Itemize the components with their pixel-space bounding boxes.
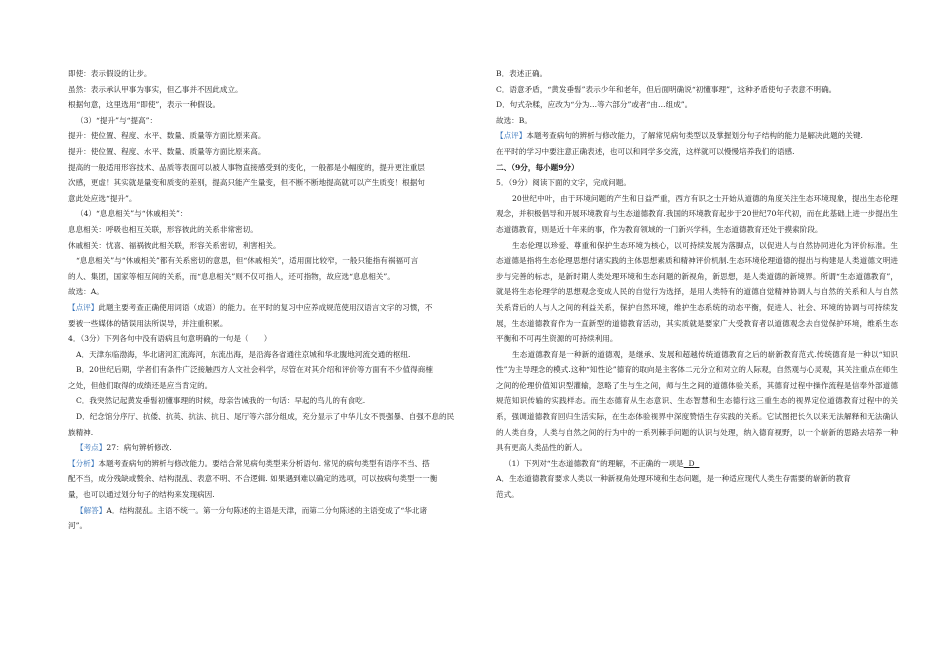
text-line-l19 bbox=[68, 347, 468, 363]
text-line-r6 bbox=[496, 144, 898, 160]
text-line-l26 bbox=[68, 456, 468, 472]
text-line-r2 bbox=[496, 82, 898, 98]
text-line-l18 bbox=[68, 331, 468, 347]
text-content: 量，也可以通过划分句子的结构来发现病因. bbox=[68, 490, 215, 500]
text-line-l24 bbox=[68, 425, 468, 441]
text-line-l25 bbox=[68, 440, 468, 456]
text-line-l1 bbox=[68, 66, 468, 82]
text-content: 族精神. bbox=[68, 427, 94, 437]
text-content: 此题主要考查正确使用词语（成语）的能力。在平时的复习中应养成规范使用汉语言文字的习惯，不 bbox=[98, 302, 433, 312]
text-content: 虽然：表示承认甲事为事实，但乙事并不因此成立。 bbox=[68, 84, 243, 94]
text-line-l2 bbox=[68, 82, 468, 98]
text-content: D．纪念馆分序厅、抗倭、抗英、抗法、抗日、尾厅等六部分组成，充分显示了中华儿女不畏强暴、自强不息的民 bbox=[76, 412, 455, 422]
text-content: A．结构混乱。主语不统一。第一分句陈述的主语是天津，而第二分句陈述的主语变成了“华北诸 bbox=[106, 505, 428, 515]
right-column bbox=[496, 66, 898, 503]
text-line-l21 bbox=[68, 378, 468, 394]
text-content: 要被一些媒体的错误用法所误导，并注重积累。 bbox=[68, 318, 228, 328]
passage-paragraph-2: 生态伦理以珍爱、尊重和保护生态环境为核心，以可持续发展为落脚点，以促进人与自然协同进化为评价标准。生态道德是指将生态伦理思想付诸实践的主体思想素质和精神评价机制.生态环境伦理道德的提出与构建是人类道德文明进步与完善的标志，是新时期人类处理环境和生态问题的新视角，新思想，是人类道德的新境界。所谓“生态道德教育”，就是将生态伦理学的思想观念变成人民的自觉行为选择，是用人类特有的道德自觉精神协调人与自然的关系和人与自然关系背后的人与人之间的利益关系，保护自然环境，维护生态系统的动态平衡，促进人、社会、环境的协调与可持续发展，生态道德教育作为一直新型的道德教育活动，其实质就是要家广大受教育者以道德观念去自觉保护环境，维系生态平衡和不可再生资源的可持续利用。 bbox=[496, 240, 898, 344]
text-line-l27 bbox=[68, 471, 468, 487]
annotation-tag: 【分析】 bbox=[68, 458, 99, 468]
text-line-l5 bbox=[68, 128, 468, 144]
annotation-tag: 【考点】 bbox=[76, 443, 107, 453]
text-content: 提升：使位置、程度、水平、数量、质量等方面比原来高。 bbox=[68, 131, 266, 141]
question-1-answer-blank bbox=[684, 459, 700, 468]
text-line-l14 bbox=[68, 269, 468, 285]
text-content: 即使：表示假设的让步。 bbox=[68, 69, 152, 78]
text-line-r5 bbox=[496, 128, 898, 144]
text-content: 故选：A。 bbox=[68, 287, 104, 297]
text-content: C．我突然记起黄发垂髫初懂事理的时候，母亲告诫我的一句话：早起的鸟儿的有食吃. bbox=[76, 396, 366, 406]
text-line-l16 bbox=[68, 300, 468, 316]
text-line-l13 bbox=[68, 253, 468, 269]
question-1-option-a-cont: 范式。 bbox=[496, 490, 519, 500]
text-content: 河”。 bbox=[68, 521, 88, 531]
text-line-r8 bbox=[496, 175, 898, 191]
text-line-l9 bbox=[68, 191, 468, 207]
text-line-l4 bbox=[68, 113, 468, 129]
passage-paragraph-3: 生态道德教育是一种新的道德观，是继承、发展和超越传统道德教育之后的崭新教育范式.传统德育是一种以“知识性”为主导理念的模式.这种“知性论”德育的取向是主客体二元分立和对立的人际观，自然观与心灵观，其关注重点在师生之间的伦理价值知识型灌输，忽略了生与生之间，师与生之间的道德体验关系，其德育过程中操作流程是信奉外部道德规范知识传输的实践样态。而生态德育从生态意识、生态智慧和生态德行这三重生态的视界定位道德教育过程中的关系，强调道德教育回归生活实际，在生态体验视界中深度赞悟生存实践的关系。它试图把长久以来无法解释和无法确认的人类自身，人类与自然之间的行为中的一系列棘手问题的认识与处理，纳入德育视野，以一个崭新的思路去培养一种具有更高人类品性的新人。 bbox=[496, 349, 898, 453]
annotation-tag: 【点评】 bbox=[496, 131, 527, 141]
text-content: 本题考查病句的辨析与修改能力。要结合常见病句类型来分析语句. 常见的病句类型有语序不当、搭 bbox=[98, 458, 430, 468]
annotation-tag: 【解答】 bbox=[76, 505, 107, 515]
text-content: 根据句意，这里选用“即使”，表示一种假设。 bbox=[68, 100, 221, 110]
text-content: 故选：B。 bbox=[496, 115, 532, 125]
text-content: 之处，但他们取得的成绩还是应当肯定的。 bbox=[68, 380, 213, 390]
text-line-l7 bbox=[68, 160, 468, 176]
text-content: 息息相关：呼吸也相互关联，形容彼此的关系非常密切。 bbox=[68, 224, 258, 234]
text-content: B．表述正确。 bbox=[496, 69, 548, 78]
text-line-l8 bbox=[68, 175, 468, 191]
question-1-answer: D bbox=[688, 458, 695, 468]
text-content: 二、（9分，每小题9分） bbox=[496, 162, 579, 172]
question-1 bbox=[496, 456, 898, 472]
text-line-l29 bbox=[68, 503, 468, 519]
text-line-r7 bbox=[496, 160, 898, 176]
text-line-l10 bbox=[68, 206, 468, 222]
text-content: 4．（3分）下列各句中没有语病且句意明确的一句是（ ） bbox=[68, 334, 272, 344]
text-line-r3 bbox=[496, 97, 898, 113]
text-line-r4 bbox=[496, 113, 898, 129]
text-line-l11 bbox=[68, 222, 468, 238]
text-content: C．语意矛盾，“黄发垂髫”表示少年和老年，但后面明确说“初懂事理”，这种矛盾使句子表意不明确。 bbox=[496, 84, 837, 94]
text-line-l28 bbox=[68, 487, 468, 503]
annotation-tag: 【点评】 bbox=[68, 302, 99, 312]
text-content: “息息相关”与“休戚相关”都有关系密切的意思，但“休戚相关”，适用面比较窄，一般只能指有祸福可言 bbox=[76, 256, 419, 266]
text-line-l15 bbox=[68, 284, 468, 300]
text-line-l20 bbox=[68, 362, 468, 378]
text-line-l12 bbox=[68, 238, 468, 254]
question-1-option-a: A．生态道德教育要求人类以一种新视角处理环境和生态问题，是一种适应现代人类生存需要的崭新的教育 bbox=[496, 474, 851, 484]
question-1-prefix: （1）下列对“生态道德教育”的理解，不正确的一项是 bbox=[504, 458, 684, 468]
text-content: 本题考查病句的辨析与修改能力，了解常见病句类型以及掌握划分句子结构的能力是解决此题的关键. bbox=[526, 131, 863, 141]
left-column bbox=[68, 66, 468, 534]
reading-passage bbox=[496, 191, 898, 456]
text-line-l17 bbox=[68, 316, 468, 332]
text-line-l22 bbox=[68, 393, 468, 409]
text-content: 配不当，成分残缺或赘余、结构混乱、表意不明、不合逻辑. 如果遇到难以确定的选项，可以按病句类型一一衡 bbox=[68, 474, 438, 484]
text-content: 提升：使位置、程度、水平、数量、质量等方面比原来高。 bbox=[68, 146, 266, 156]
text-content: B．20世纪后期，学者们有条件广泛接触西方人文社会科学，尽管在对其介绍和评价等方面有不少值得商榷 bbox=[76, 365, 433, 375]
text-content: （4）“息息相关”与“休戚相关”： bbox=[76, 209, 188, 219]
text-content: 5．（9分）阅读下面的文字，完成问题。 bbox=[496, 178, 631, 188]
passage-paragraph-1: 20世纪中叶，由于环境问题的产生和日益严重，西方有识之士开始从道德的角度关注生态环境现象，提出生态伦理观念，并积极倡导和开展环境教育与生态道德教育.我国的环境教育起步于20世纪70年代初，而在此基础上进一步提出生态道德教育，则是近十年来的事，作为教育领域的一门新兴学科，生态道德教育还处于摸索阶段。 bbox=[496, 193, 898, 234]
text-line-l3 bbox=[68, 97, 468, 113]
text-line-l6 bbox=[68, 144, 468, 160]
text-content: A．天津东临渤海，华北诸河汇流海河，东流出海，是沿海各省通往京城和华北腹地河流交通的枢纽. bbox=[76, 349, 411, 359]
text-line-r1 bbox=[496, 66, 898, 82]
text-content: 提高的一般适用形容技术、品质等表面可以被人事物直接感受到的变化，一般都是小幅度的，提升更注重层 bbox=[68, 162, 425, 172]
text-content: （3）“提升”与“提高”： bbox=[76, 115, 158, 125]
text-content: D．句式杂糅，应改为“分为…等六部分”或者“由…组成”。 bbox=[496, 100, 693, 110]
text-line-l30 bbox=[68, 518, 468, 534]
text-content: 27：病句辨析修改. bbox=[106, 443, 172, 453]
text-content: 意此处应选“提升”。 bbox=[68, 193, 137, 203]
text-content: 的人、集团，国家等相互间的关系，而“息息相关”则不仅可指人，还可指物，故应选“息息相关”。 bbox=[68, 271, 395, 281]
text-content: 休戚相关：忧喜、福祸彼此相关联，形容关系密切，利害相关。 bbox=[68, 240, 281, 250]
text-content: 次感，更虚！其实就是量变和质变的差别，提高只能产生量变，但不断不断地提高就可以产生质变！根据句 bbox=[68, 178, 425, 188]
right-column-top bbox=[496, 66, 898, 191]
text-content: 在平时的学习中要注意正确表述，也可以和同学多交流，这样就可以慢慢培养我们的语感. bbox=[496, 146, 795, 156]
text-line-l23 bbox=[68, 409, 468, 425]
